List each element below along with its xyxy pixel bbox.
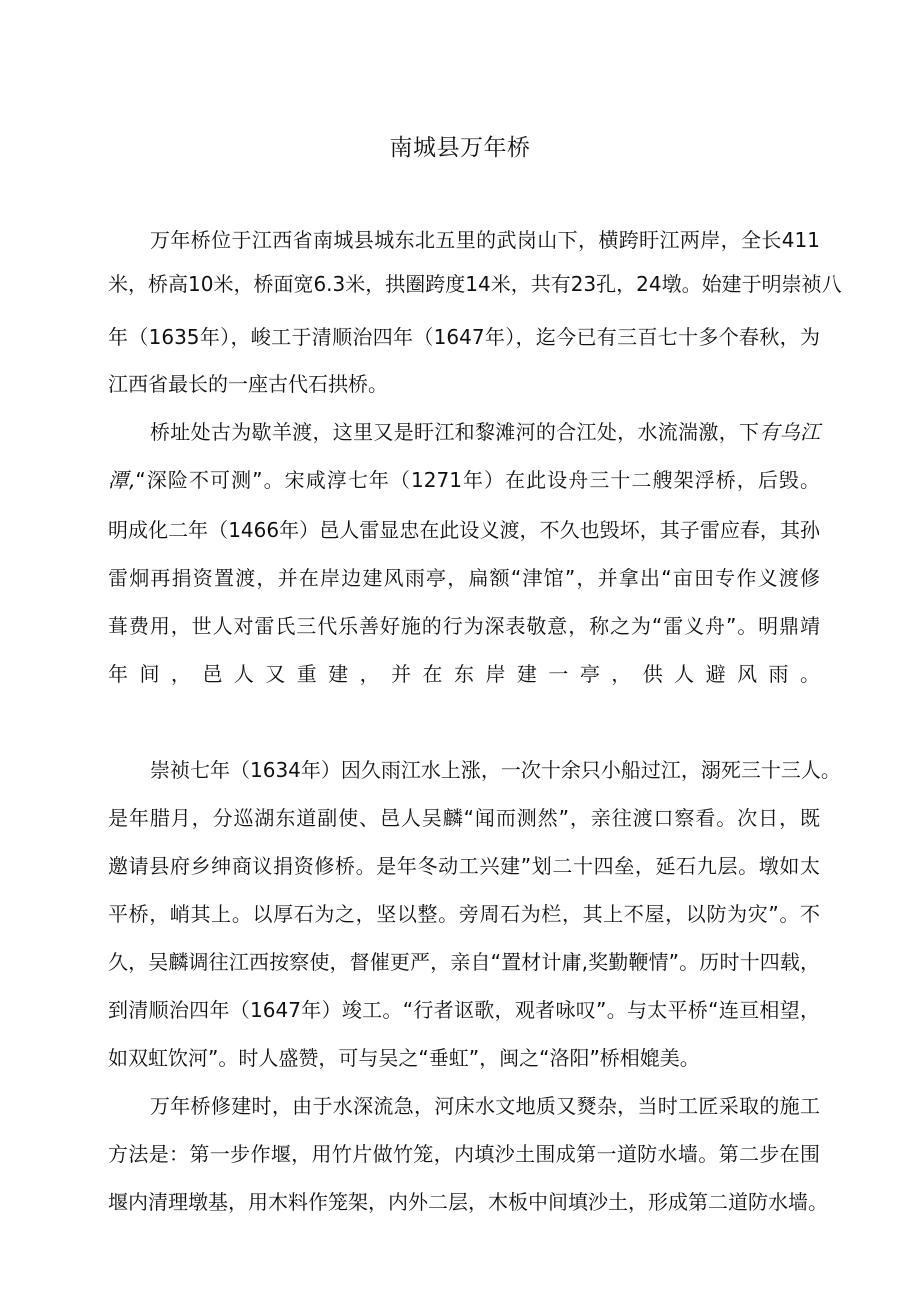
paragraph-2-line-1	[150, 410, 820, 454]
paragraph-2-line-2-text: “深险不可测”。宋咸淳七年（1271年）在此设舟三十二艘架浮桥，后毁。	[135, 468, 820, 492]
document-title: 南城县万年桥	[389, 135, 531, 161]
paragraph-2-line-1-text: 桥址处古为歇羊渡，这里又是盱江和黎滩河的合江处，水流湍激，下	[150, 420, 760, 444]
paragraph-2-italic-text: 有乌江	[759, 420, 820, 444]
paragraph-2-italic-text-cont: 潭,	[108, 468, 136, 492]
paragraph-3-line-1: 崇祯七年（1634年）因久雨江水上涨，一次十余只小船过江，溺死三十三人。	[150, 758, 841, 782]
paragraph-3-line-6: 到清顺治四年（1647年）竣工。“行者讴歌，观者咏叹”。与太平桥“连亘相望，	[108, 998, 820, 1022]
paragraph-1-line-3: 年（1635年），峻工于清顺治四年（1647年），迄今已有三百七十多个春秋，为	[108, 325, 820, 349]
paragraph-4-line-3: 堰内清理墩基，用木料作笼架，内外二层，木板中间填沙土，形成第二道防水墙。	[108, 1190, 828, 1214]
paragraph-2-line-3: 明成化二年（1466年）邑人雷显忠在此设义渡，不久也毁坏，其子雷应春，其孙	[108, 518, 820, 542]
paragraph-4-line-2: 方法是：第一步作堰，用竹片做竹笼，内填沙土围成第一道防水墙。第二步在围	[108, 1142, 820, 1166]
paragraph-2-line-7	[108, 700, 820, 744]
paragraph-3-line-3: 邀请县府乡绅商议捐资修桥。是年冬动工兴建”划二十四垒，延石九层。墩如太	[108, 854, 820, 878]
paragraph-4-line-1: 万年桥修建时，由于水深流急，河床水文地质又燹杂，当时工匠采取的施工	[150, 1094, 820, 1118]
paragraph-3-line-2: 是年腊月，分巡湖东道副使、邑人吴麟“闻而测然”，亲往渡口察看。次日，既	[108, 806, 820, 830]
paragraph-1-line-1: 万年桥位于江西省南城县城东北五里的武岗山下，横跨盱江两岸，全长411	[150, 228, 820, 252]
paragraph-1-line-2: 米，桥高10米，桥面宽6.3米，拱圈跨度14米，共有23孔，24墩。始建于明崇祯八	[108, 272, 842, 296]
paragraph-2-line-4: 雷炯再捐资置渡，并在岸边建风雨亭，扁额“津馆”，并拿出“亩田专作义渡修	[108, 566, 820, 590]
paragraph-3-line-5: 久，吴麟调往江西按察使，督催更严，亲自“置材计庸,奖勤鞭情”。历时十四载，	[108, 950, 820, 974]
paragraph-2-line-5: 葺费用，世人对雷氏三代乐善好施的行为深表敬意，称之为“雷义舟”。明鼎靖	[108, 614, 820, 638]
paragraph-3-line-4: 平桥，峭其上。以厚石为之，坚以整。旁周石为栏，其上不屋，以防为灾”。不	[108, 902, 820, 926]
paragraph-2-line-6: 年间，邑人又重建，并在东岸建一亭，供人避风雨。	[108, 662, 820, 686]
paragraph-2-line-2	[108, 458, 820, 502]
paragraph-1-line-4: 江西省最长的一座古代石拱桥。	[108, 372, 388, 396]
paragraph-3-line-7: 如双虹饮河”。时人盛赞，可与吴之“垂虹”，闽之“洛阳”桥相媲美。	[108, 1046, 700, 1070]
